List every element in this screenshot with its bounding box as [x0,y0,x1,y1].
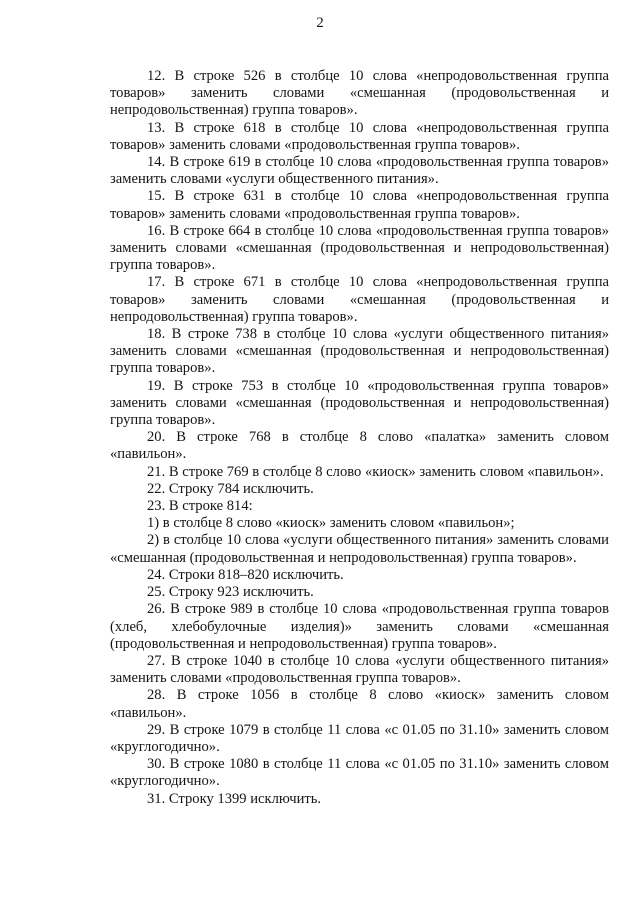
paragraph-20: 20. В строке 768 в столбце 8 слово «палатка» заменить словом «павильон». [110,429,609,463]
subparagraph-23-1: 1) в столбце 8 слово «киоск» заменить словом «павильон»; [147,515,515,532]
paragraph-24: 24. Строки 818–820 исключить. [147,566,344,583]
page-number: 2 [316,15,324,31]
paragraph-27: 27. В строке 1040 в столбце 10 слова «услуги общественного питания» заменить словами «продовольственная группа товаров». [110,652,609,687]
paragraph-16: 16. В строке 664 в столбце 10 слова «продовольственная группа товаров» заменить словами «смешанная (продовольственная и непродовольственная) группа товаров». [110,222,609,274]
paragraph-29: 29. В строке 1079 в столбце 11 слова «с 01.05 по 31.10» заменить словом «круглогодично». [110,721,609,755]
paragraph-17: 17. В строке 671 в столбце 10 слова «непродовольственная группа товаров» заменить словами «смешанная (продовольственная и непродовольственная) группа товаров». [110,274,609,325]
paragraph-22: 22. Строку 784 исключить. [147,480,314,497]
paragraph-19: 19. В строке 753 в столбце 10 «продовольственная группа товаров» заменить словами «смешанная (продовольственная и непродовольственная) группа товаров». [110,377,609,429]
paragraph-28: 28. В строке 1056 в столбце 8 слово «киоск» заменить словом «павильон». [110,687,609,721]
paragraph-18: 18. В строке 738 в столбце 10 слова «услуги общественного питания» заменить словами «смешанная (продовольственная и непродовольственная) группа товаров». [110,326,609,377]
paragraph-21: 21. В строке 769 в столбце 8 слово «киоск» заменить словом «павильон». [147,463,604,480]
document-body [110,68,609,808]
paragraph-12: 12. В строке 526 в столбце 10 слова «непродовольственная группа товаров» заменить словами «смешанная (продовольственная и непродовольственная) группа товаров». [110,68,609,119]
paragraph-15: 15. В строке 631 в столбце 10 слова «непродовольственная группа товаров» заменить словами «продовольственная группа товаров». [110,188,609,222]
subparagraph-23-2: 2) в столбце 10 слова «услуги общественного питания» заменить словами «смешанная (продовольственная и непродовольственная) группа товаров». [110,532,609,566]
paragraph-31: 31. Строку 1399 исключить. [147,790,322,807]
paragraph-13: 13. В строке 618 в столбце 10 слова «непродовольственная группа товаров» заменить словами «продовольственная группа товаров». [110,119,609,153]
paragraph-25: 25. Строку 923 исключить. [147,584,314,601]
paragraph-26: 26. В строке 989 в столбце 10 слова «продовольственная группа товаров (хлеб, хлебобулочные изделия)» заменить словами «смешанная (продовольственная и непродовольственная) группа товаров». [110,601,609,652]
paragraph-23: 23. В строке 814: [147,498,253,515]
paragraph-30: 30. В строке 1080 в столбце 11 слова «с 01.05 по 31.10» заменить словом «круглогодично». [110,756,609,790]
paragraph-14: 14. В строке 619 в столбце 10 слова «продовольственная группа товаров» заменить словами «услуги общественного питания». [110,154,609,188]
